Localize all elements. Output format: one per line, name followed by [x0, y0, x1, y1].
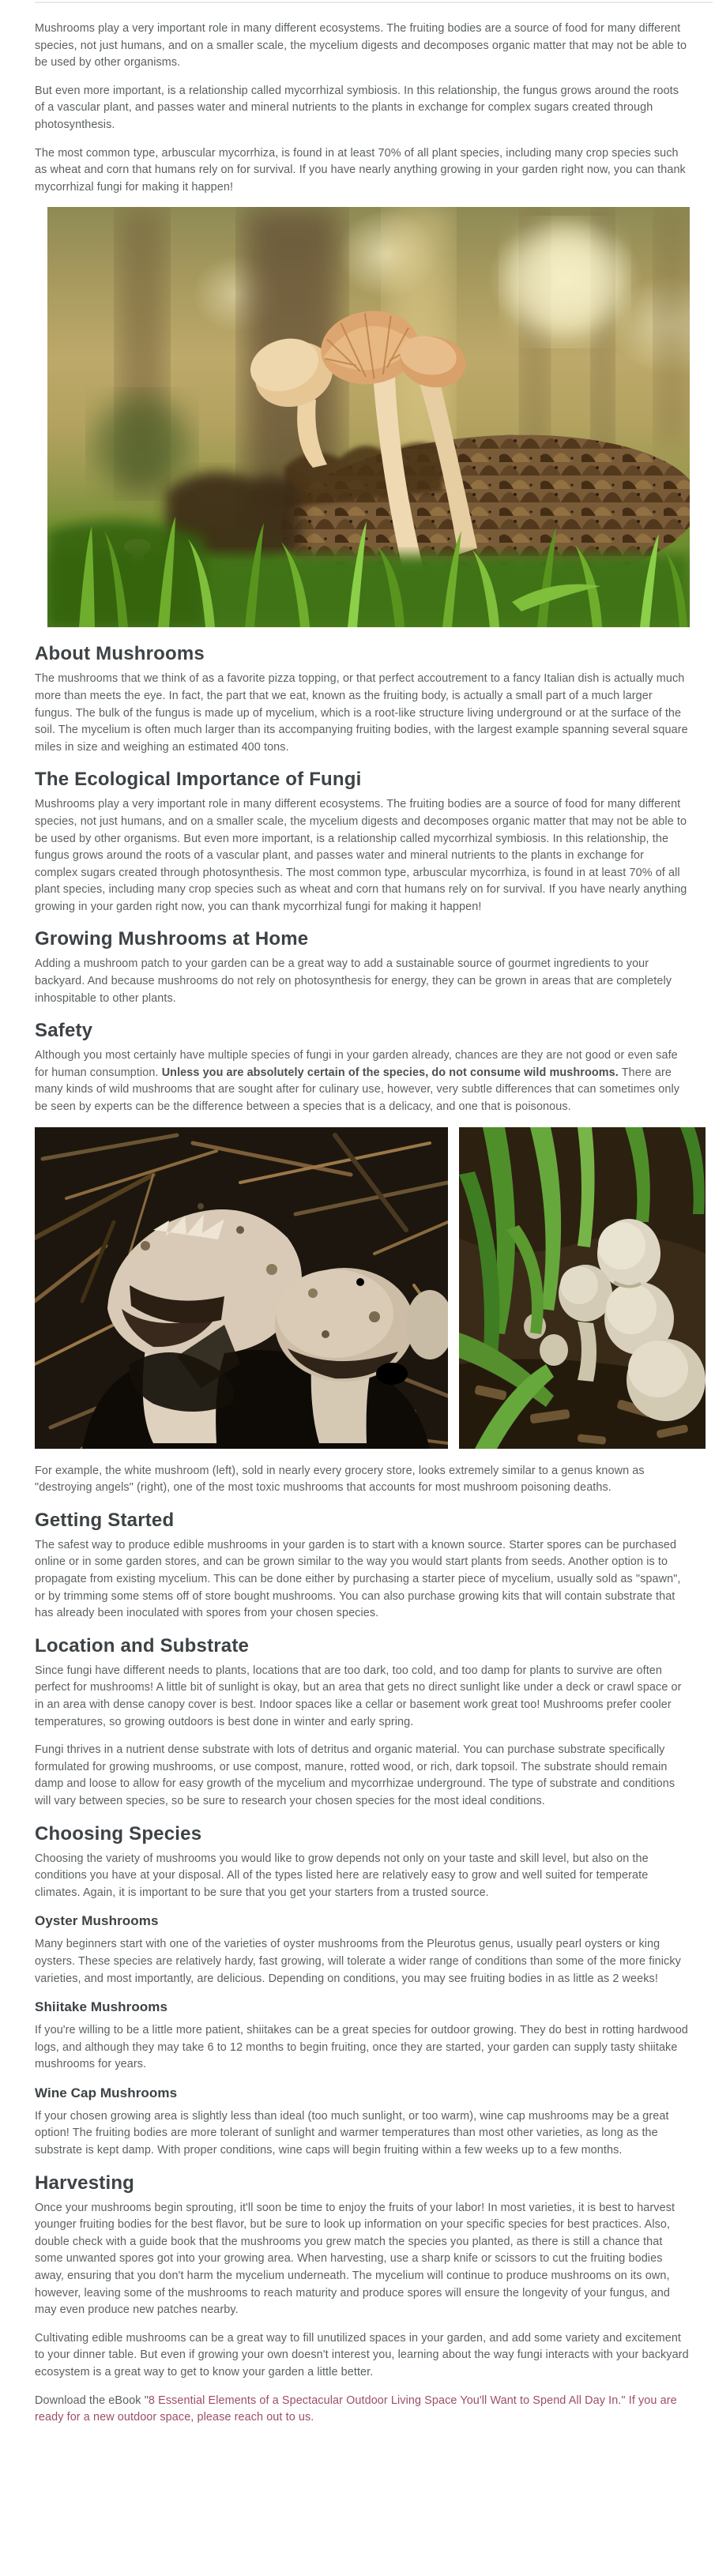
white-mushroom-photo [35, 1127, 448, 1449]
hero-photo-mushrooms-pinecone [47, 207, 690, 627]
heading-choosing-species: Choosing Species [35, 1822, 202, 1845]
intro-paragraph-1: Mushrooms play a very important role in many different ecosystems. The fruiting bodies are a source of food for many different species, not just humans, and on a smaller scale, the mycelium digests and decomposes organic matter that may not be able to be used by other organisms. [35, 22, 687, 70]
article-content [35, 0, 706, 2427]
getting-started-paragraph: The safest way to produce edible mushrooms in your garden is to start with a known source. Starter spores can be purchased online or in some garden stores, and can be grown similar to the way you would start plants from seeds. Another option is to propagate from existing mycelium. This can be done either by purchasing a starter piece of mycelium, usually sold as "spawn", or by trimming some stems off of store bought mushrooms. You can also purchase growing kits that will contain substrate that has already been inoculated with spores from your chosen species. [35, 1538, 681, 1620]
safety-paragraph [35, 1047, 706, 1115]
comparison-photos-row [35, 1127, 706, 1449]
ecology-paragraph: Mushrooms play a very important role in many different ecosystems. The fruiting bodies are a source of food for many different species, not just humans, and on a smaller scale, the mycelium digests and decomposes organic matter that may not be able to be used by other organisms. But even more important, is a relationship called mycorrhizal symbiosis. In this relationship, the fungus grows around the roots of a vascular plant, and passes water and mineral nutrients to the plants in exchange for complex sugars created through photosynthesis. The most common type, arbuscular mycorrhiza, is found in at least 70% of all plant species, including many crop species such as wheat and corn that humans rely on for survival. If you have nearly anything growing in your garden right now, you can thank mycorrhizal fungi for making it happen! [35, 798, 687, 913]
safety-text-after: There are many kinds of wild mushrooms that are sought after for culinary use, however, very subtle differences that can sometimes only be seen by experts can be the difference between a species that is a delicacy, and one that is poisonous. [35, 1066, 680, 1114]
hero-figure [47, 207, 690, 627]
oyster-mushrooms-paragraph: Many beginners start with one of the varieties of oyster mushrooms from the Pleurotus genus, usually pearl oysters or king oysters. These species are relatively hardy, fast growing, will tolerate a wider range of conditions than some of the more finicky varieties, and most importantly, are delicious. Depending on conditions, you may see fruiting bodies in as little as 2 weeks! [35, 1938, 681, 1985]
destroying-angels-photo [459, 1127, 706, 1449]
heading-growing-at-home: Growing Mushrooms at Home [35, 928, 309, 950]
safety-warning-bold: Unless you are absolutely certain of the species, do not consume wild mushrooms. [161, 1066, 619, 1079]
harvesting-paragraph-2: Cultivating edible mushrooms can be a great way to fill unutilized spaces in your garden, and add some variety and excitement to your dinner table. But even if growing your own doesn't interest you, learning about the way fungi interacts with your backyard ecosystem is a great way to get to know your garden a little better. [35, 2331, 689, 2379]
white-mushroom-illustration [35, 1127, 448, 1449]
heading-about-mushrooms: About Mushrooms [35, 643, 205, 665]
heading-harvesting: Harvesting [35, 2172, 135, 2194]
heading-ecological-importance: The Ecological Importance of Fungi [35, 769, 362, 791]
harvesting-paragraph-1: Once your mushrooms begin sprouting, it'll soon be time to enjoy the fruits of your labor! In most varieties, it is best to harvest younger fruiting bodies for the best flavor, but be sure to look up information on your specific species for best practices. Also, double check with a guide book that the mushrooms you grew match the species you planted, as there is still a chance that some unwanted spores got into your growing area. When harvesting, use a sharp knife or scissors to cut the fruiting bodies away, ensuring that you don't harm the mycelium underneath. The mycelium will continue to produce mushrooms on its own, however, leaving some of the mushrooms to reach maturity and produce spores will ensure the longevity of your fungus, and may even produce new patches nearby. [35, 2201, 675, 2317]
wine-cap-mushrooms-paragraph: If your chosen growing area is slightly less than ideal (too much sunlight, or too warm), wine cap mushrooms may be a great option! The fruiting bodies are more tolerant of sunlight and warmer temperatures than most other varieties, as long as the substrate is kept damp. With proper conditions, wine caps will begin fruiting within a few weeks up to a few months. [35, 2109, 669, 2157]
ebook-prefix-text: Download the eBook " [35, 2394, 149, 2407]
comparison-caption: For example, the white mushroom (left), sold in nearly every grocery store, looks extremely similar to a genus known as "destroying angels" (right), one of the most toxic mushrooms that accounts for most mushroom poisoning deaths. [35, 1464, 645, 1495]
destroying-angels-illustration [459, 1127, 706, 1449]
location-paragraph-1: Since fungi have different needs to plants, locations that are too dark, too cold, and too damp for plants to survive are often perfect for mushrooms! A little bit of sunlight is okay, but an area that gets no direct sunlight like under a deck or crawl space or in an area with dense canopy cover is best. Indoor spaces like a cellar or basement work great too! Mushrooms prefer cooler temperatures, so growing outdoors is best done in winter and early spring. [35, 1664, 682, 1728]
intro-paragraph-2: But even more important, is a relationship called mycorrhizal symbiosis. In this relationship, the fungus grows around the roots of a vascular plant, and passes water and mineral nutrients to the plants in exchange for complex sugars created through photosynthesis. [35, 84, 679, 131]
location-paragraph-2: Fungi thrives in a nutrient dense substrate with lots of detritus and organic material. You can purchase substrate specifically formulated for growing mushrooms, or use compost, manure, rotted wood, or rich, dark topsoil. The substrate should remain damp and loose to allow for easy growth of the mycelium and mycorrhizae underground. The type of substrate and conditions will vary between species, so be sure to research your chosen species for the most ideal conditions. [35, 1743, 675, 1807]
heading-location-substrate: Location and Substrate [35, 1634, 250, 1657]
about-paragraph: The mushrooms that we think of as a favorite pizza topping, or that perfect accoutrement to a fancy Italian dish is actually much more than meets the eye. In fact, the part that we eat, known as the fruiting body, is actually a small part of a much larger fungus. The bulk of the fungus is made up of mycelium, which is a root-like structure living underground or at the surface of the soil. The mycelium is often much larger than its accompanying fruiting bodies, with the largest example spanning several square miles in size and weighing an estimated 400 tons. [35, 672, 688, 754]
ebook-download-link[interactable]: 8 Essential Elements of a Spectacular Outdoor Living Space You'll Want to Spend All Day In." [148, 2394, 626, 2407]
hero-illustration [47, 207, 690, 627]
choosing-species-paragraph: Choosing the variety of mushrooms you would like to grow depends not only on your taste and skill level, but also on the conditions you have at your disposal. All of the types listed here are relatively easy to grow and well suited for temperate climates. Again, it is important to be sure that you get your starters from a trusted source. [35, 1852, 649, 1899]
heading-shiitake-mushrooms: Shiitake Mushrooms [35, 1999, 168, 2015]
ebook-download-paragraph [35, 2393, 706, 2427]
reach-out-link[interactable]: If you are ready for a new outdoor space, please reach out to us. [35, 2394, 677, 2424]
heading-wine-cap-mushrooms: Wine Cap Mushrooms [35, 2085, 178, 2100]
safety-text-before: Although you most certainly have multiple species of fungi in your garden already, chances are they are not good or even safe for human consumption. [35, 1049, 678, 1079]
shiitake-mushrooms-paragraph: If you're willing to be a little more patient, shiitakes can be a great species for outdoor growing. They do best in rotting hardwood logs, and although they may take 6 to 12 months to begin fruiting, once they are started, your garden can supply tasty shiitake mushrooms for years. [35, 2024, 688, 2071]
heading-oyster-mushrooms: Oyster Mushrooms [35, 1913, 159, 1929]
heading-safety: Safety [35, 1020, 93, 1042]
top-divider [35, 2, 713, 3]
growing-paragraph: Adding a mushroom patch to your garden can be a great way to add a sustainable source of gourmet ingredients to your backyard. And because mushrooms do not rely on photosynthesis for energy, they can be grown in areas that are completely inhospitable to other plants. [35, 957, 672, 1005]
intro-paragraph-3: The most common type, arbuscular mycorrhiza, is found in at least 70% of all plant species, including many crop species such as wheat and corn that humans rely on for survival. If you have nearly anything growing in your garden right now, you can thank mycorrhizal fungi for making it happen! [35, 146, 686, 194]
heading-getting-started: Getting Started [35, 1509, 175, 1531]
